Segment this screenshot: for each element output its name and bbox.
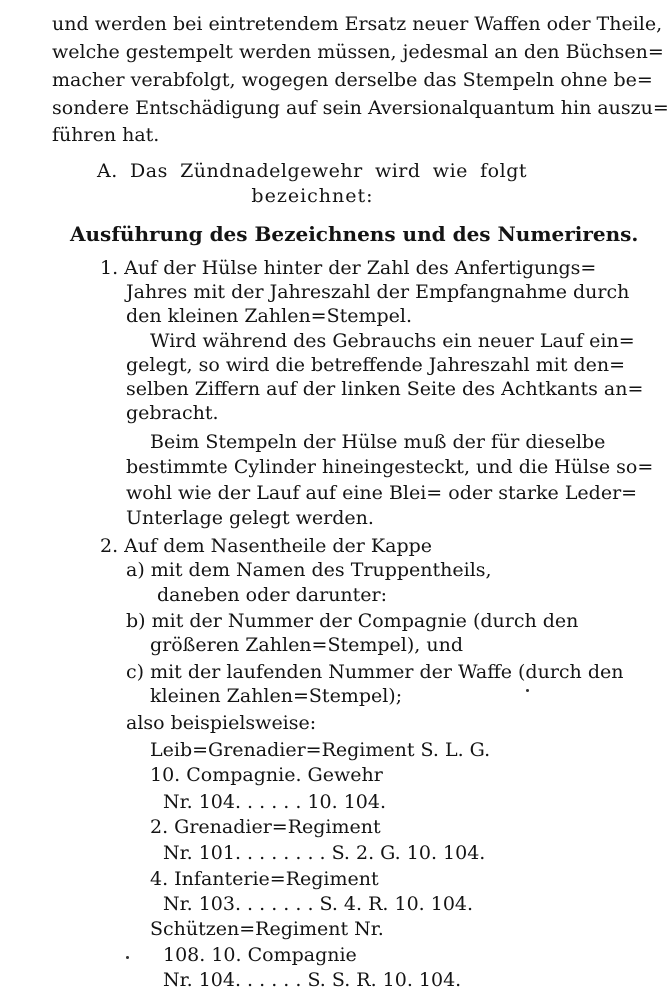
- text-line: Jahres mit der Jahreszahl der Empfangnahme durch: [126, 281, 630, 303]
- example-line: 108. 10. Compagnie: [163, 944, 357, 966]
- text-line: selben Ziffern auf der linken Seite des Achtkants an=: [126, 378, 644, 400]
- text-line: Unterlage gelegt werden.: [126, 507, 374, 529]
- list-item-2a: a) mit dem Namen des Truppentheils,: [126, 559, 492, 581]
- example-line: Nr. 104. . . . . . 10. 104.: [163, 791, 386, 813]
- text-line: also beispielsweise:: [126, 712, 317, 734]
- text-line: bestimmte Cylinder hineingesteckt, und die Hülse so=: [126, 456, 654, 478]
- text-line: führen hat.: [52, 124, 160, 146]
- example-line: Leib=Grenadier=Regiment S. L. G.: [150, 739, 491, 761]
- text-line: Beim Stempeln der Hülse muß der für dieselbe: [150, 431, 606, 453]
- list-item-1: 1. Auf der Hülse hinter der Zahl des Anfertigungs=: [100, 257, 597, 279]
- text-line: gebracht.: [126, 402, 219, 424]
- text-line: kleinen Zahlen=Stempel);: [150, 685, 403, 707]
- text-line: welche gestempelt werden müssen, jedesmal an den Büchsen=: [52, 41, 664, 63]
- example-line: Nr. 103. . . . . . . S. 4. R. 10. 104.: [163, 893, 474, 915]
- list-item-2b: b) mit der Nummer der Compagnie (durch den: [126, 610, 579, 632]
- example-line: 10. Compagnie. Gewehr: [150, 764, 383, 786]
- example-line: Schützen=Regiment Nr.: [150, 918, 384, 940]
- text-line: wohl wie der Lauf auf eine Blei= oder starke Leder=: [126, 482, 638, 504]
- section-heading: bezeichnet:: [251, 185, 374, 207]
- text-line: Wird während des Gebrauchs ein neuer Lauf ein=: [150, 330, 635, 352]
- speck: [526, 689, 529, 692]
- text-line: und werden bei eintretendem Ersatz neuer Waffen oder Theile,: [52, 13, 663, 35]
- text-line: sondere Entschädigung auf sein Aversionalquantum hin auszu=: [52, 97, 669, 119]
- speck: [126, 956, 129, 959]
- text-line: daneben oder darunter:: [157, 584, 388, 606]
- section-heading: A. Das Zündnadelgewehr wird wie folgt: [97, 160, 527, 182]
- text-line: größeren Zahlen=Stempel), und: [150, 634, 463, 656]
- text-line: den kleinen Zahlen=Stempel.: [126, 305, 413, 327]
- list-item-2c: c) mit der laufenden Nummer der Waffe (durch den: [126, 661, 624, 683]
- subheading: Ausführung des Bezeichnens und des Numerirens.: [70, 222, 639, 246]
- example-line: 4. Infanterie=Regiment: [150, 868, 379, 890]
- example-line: Nr. 101. . . . . . . . S. 2. G. 10. 104.: [163, 842, 486, 864]
- text-line: gelegt, so wird die betreffende Jahreszahl mit den=: [126, 354, 626, 376]
- example-line: Nr. 104. . . . . . S. S. R. 10. 104.: [163, 969, 462, 991]
- text-line: macher verabfolgt, wogegen derselbe das Stempeln ohne be=: [52, 69, 653, 91]
- list-item-2: 2. Auf dem Nasentheile der Kappe: [100, 535, 433, 557]
- example-line: 2. Grenadier=Regiment: [150, 816, 381, 838]
